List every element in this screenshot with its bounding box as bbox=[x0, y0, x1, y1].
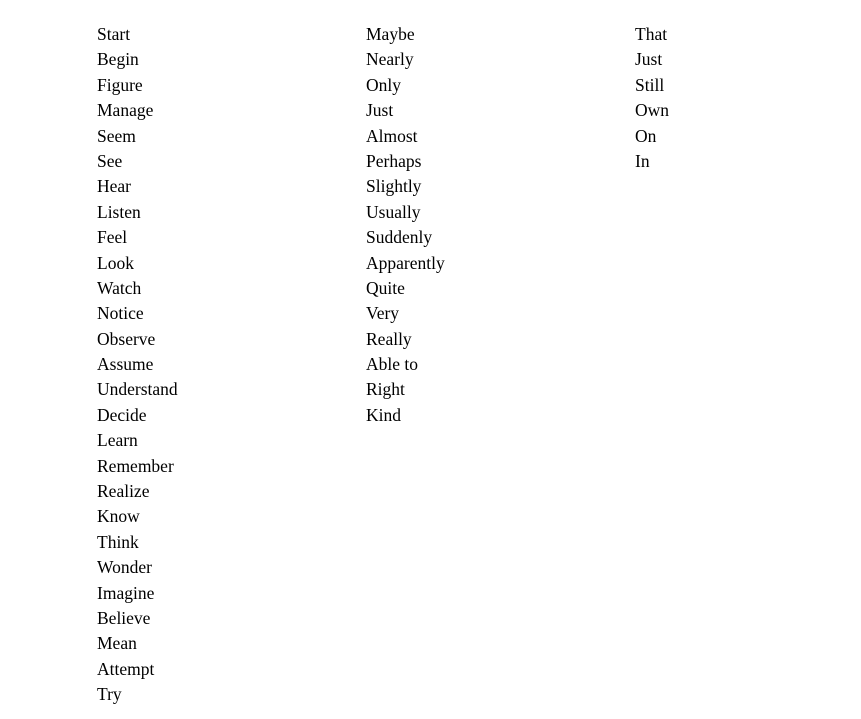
word-item: Attempt bbox=[97, 658, 155, 679]
word-item: Assume bbox=[97, 354, 154, 375]
word-item: Maybe bbox=[366, 24, 415, 44]
word-item: Learn bbox=[97, 430, 138, 451]
word-item: Suddenly bbox=[366, 227, 433, 248]
word-item: Realize bbox=[97, 481, 150, 502]
word-item: Just bbox=[635, 49, 663, 70]
word-item: Usually bbox=[366, 201, 421, 222]
word-item: Almost bbox=[366, 125, 418, 146]
word-item: Very bbox=[366, 303, 400, 324]
word-item: Really bbox=[366, 328, 412, 349]
word-item: Try bbox=[97, 684, 122, 705]
word-item: In bbox=[635, 150, 650, 171]
word-item: Watch bbox=[97, 277, 142, 298]
word-item: Feel bbox=[97, 227, 128, 248]
word-item: Seem bbox=[97, 125, 136, 146]
word-item: Notice bbox=[97, 303, 144, 324]
word-item: Apparently bbox=[366, 252, 445, 273]
word-item: Hear bbox=[97, 176, 132, 197]
word-item: On bbox=[635, 125, 657, 146]
word-item: Manage bbox=[97, 100, 154, 121]
word-item: Figure bbox=[97, 74, 143, 95]
word-item: Start bbox=[97, 24, 131, 44]
word-item: Able to bbox=[366, 354, 419, 375]
word-column-3 bbox=[635, 22, 669, 174]
word-item: Still bbox=[635, 74, 665, 95]
word-item: Kind bbox=[366, 404, 401, 425]
word-item: Quite bbox=[366, 277, 405, 298]
word-column-2 bbox=[366, 22, 445, 428]
word-item: Mean bbox=[97, 633, 137, 654]
word-item: Believe bbox=[97, 607, 151, 628]
word-item: Wonder bbox=[97, 557, 152, 578]
word-item: Observe bbox=[97, 328, 156, 349]
word-item: That bbox=[635, 24, 668, 44]
word-item: Only bbox=[366, 74, 401, 95]
word-item: Slightly bbox=[366, 176, 422, 197]
word-item: Decide bbox=[97, 404, 147, 425]
word-item: Begin bbox=[97, 49, 139, 70]
word-item: Imagine bbox=[97, 582, 155, 603]
word-item: Look bbox=[97, 252, 134, 273]
word-item: See bbox=[97, 150, 123, 171]
word-item: Know bbox=[97, 506, 140, 527]
word-item: Own bbox=[635, 100, 670, 121]
word-item: Nearly bbox=[366, 49, 414, 70]
word-item: Remember bbox=[97, 455, 174, 476]
word-column-1 bbox=[97, 22, 178, 708]
word-item: Understand bbox=[97, 379, 178, 400]
word-item: Think bbox=[97, 531, 139, 552]
word-item: Just bbox=[366, 100, 394, 121]
word-item: Listen bbox=[97, 201, 141, 222]
word-item: Perhaps bbox=[366, 150, 422, 171]
word-item: Right bbox=[366, 379, 405, 400]
